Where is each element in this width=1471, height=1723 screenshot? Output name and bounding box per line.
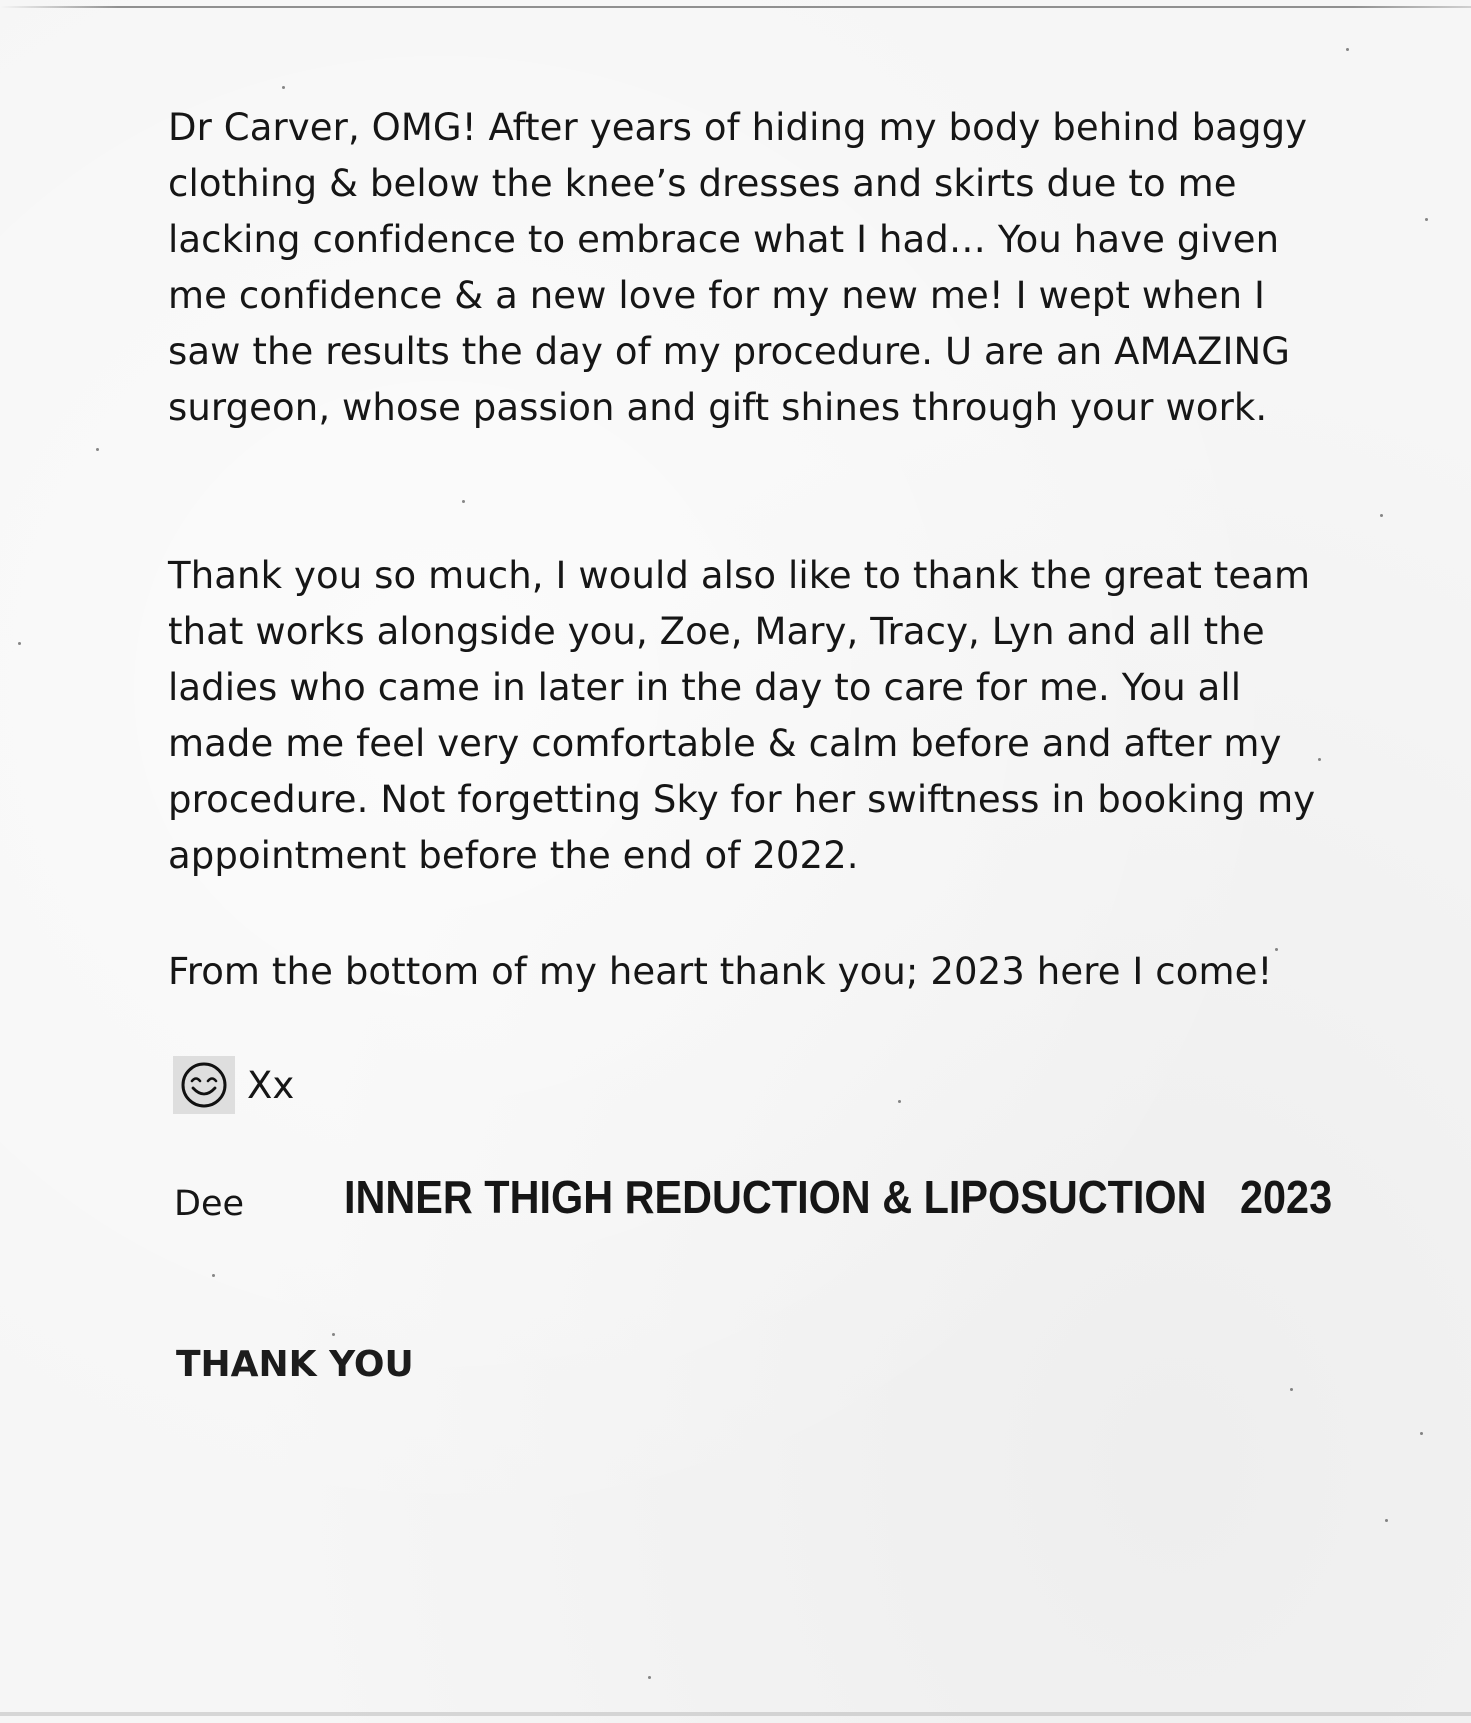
scan-speck <box>282 86 285 89</box>
scan-speck <box>212 1274 215 1277</box>
procedure-title: INNER THIGH REDUCTION & LIPOSUCTION <box>344 1171 1207 1223</box>
scan-speck <box>1385 1519 1388 1522</box>
scan-speck <box>1425 218 1428 221</box>
scan-speck <box>462 500 465 503</box>
scan-speck <box>96 448 99 451</box>
scan-speck <box>18 642 21 645</box>
scan-speck <box>332 1333 335 1336</box>
letter-paragraph-1: Dr Carver, OMG! After years of hiding my body behind baggy clothing & below the knee’s dresses and skirts due to me lacking confidence to embrace what I had… You have given me confidence & a new love for my new me! I wept when I saw the results the day of my procedure. U are an AMAZING surgeon, whose passion and gift shines through your work. <box>168 106 1308 429</box>
scan-speck <box>898 1100 901 1103</box>
scan-speck <box>1380 514 1383 517</box>
scan-speck <box>1420 1432 1423 1435</box>
procedure-year: 2023 <box>1240 1171 1333 1223</box>
kisses-text: Xx <box>247 1063 295 1107</box>
scan-speck <box>648 1676 651 1679</box>
closing-line <box>173 1056 294 1114</box>
bottom-scan-edge <box>0 1712 1471 1716</box>
scan-speck <box>1346 48 1349 51</box>
letter-paragraph-3: From the bottom of my heart thank you; 2023 here I come! <box>168 950 1273 993</box>
footer-thank-you: THANK YOU <box>176 1344 414 1385</box>
top-scan-edge <box>0 6 1471 8</box>
smiling-face-icon <box>173 1056 235 1114</box>
scan-speck <box>1290 1388 1293 1391</box>
smiling-face-icon-graphic <box>179 1060 229 1110</box>
signature-name: Dee <box>174 1184 245 1224</box>
signature-line <box>174 1170 1344 1230</box>
letter-paragraph-2: Thank you so much, I would also like to thank the great team that works alongside you, Zoe, Mary, Tracy, Lyn and all the ladies who came in later in the day to care for me. You all made me feel very comfortable & calm before and after my procedure. Not forgetting Sky for her swiftness in booking my appointment before the end of 2022. <box>168 554 1316 877</box>
